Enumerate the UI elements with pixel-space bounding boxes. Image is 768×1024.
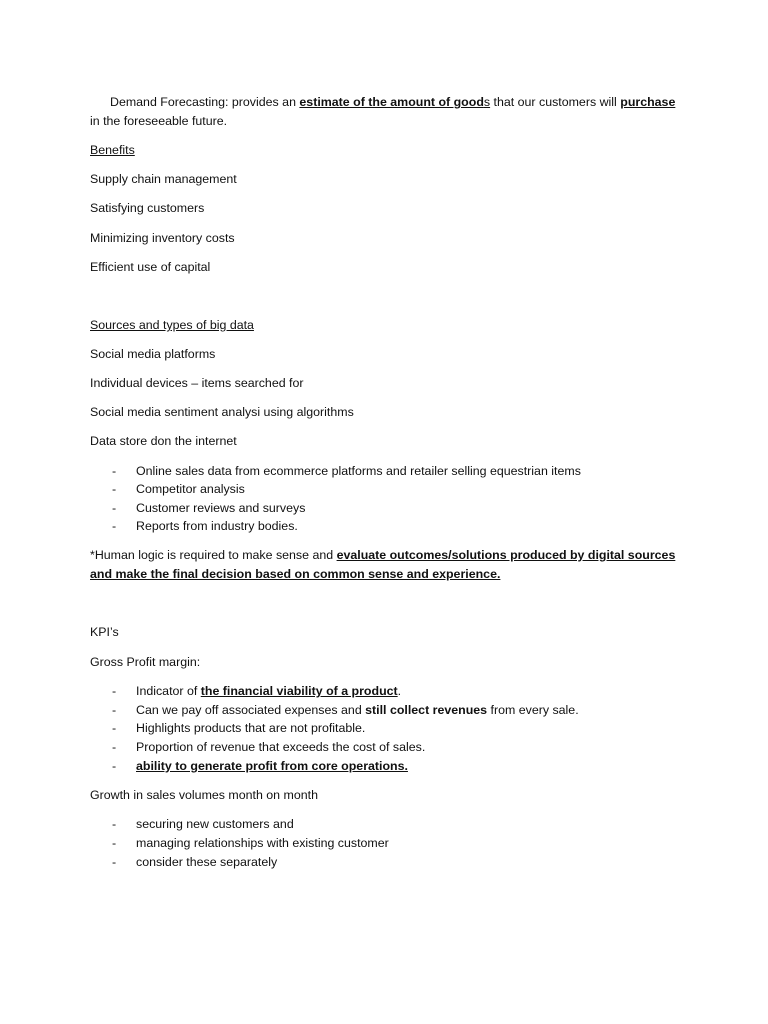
source-item: Individual devices – items searched for: [90, 376, 304, 390]
intro-line-1: [110, 93, 675, 112]
source-item: Social media platforms: [90, 347, 216, 361]
bullet-dash: -: [112, 482, 117, 496]
bullet-dash: -: [112, 721, 117, 735]
gross-profit-heading: Gross Profit margin:: [90, 655, 201, 669]
intro-line-2: in the foreseeable future.: [90, 114, 228, 128]
benefits-heading: Benefits: [90, 143, 135, 157]
note-prefix: *Human logic is required to make sense and: [90, 548, 337, 562]
gross-bullet-emphasis: still collect revenues: [365, 703, 488, 717]
gross-bullet: [136, 682, 401, 701]
gross-bullet: Proportion of revenue that exceeds the cost of sales.: [136, 740, 426, 754]
source-item: Data store don the internet: [90, 434, 237, 448]
intro-prefix: Demand Forecasting: provides an: [110, 95, 300, 109]
bullet-dash: -: [112, 836, 117, 850]
benefit-item: Minimizing inventory costs: [90, 231, 235, 245]
gross-bullet-prefix: Indicator of: [136, 684, 201, 698]
bullet-dash: -: [112, 501, 117, 515]
gross-bullet-suffix: .: [397, 684, 402, 698]
gross-bullet: Highlights products that are not profitable.: [136, 721, 366, 735]
gross-bullet: [136, 701, 579, 720]
intro-mid: that our customers will: [490, 95, 621, 109]
source-bullet: Competitor analysis: [136, 482, 245, 496]
bullet-dash: -: [112, 519, 117, 533]
benefit-item: Efficient use of capital: [90, 260, 211, 274]
bullet-dash: -: [112, 464, 117, 478]
note-line-1: [90, 546, 675, 565]
benefit-item: Supply chain management: [90, 172, 237, 186]
source-bullet: Customer reviews and surveys: [136, 501, 306, 515]
note-emphasis-2: and make the final decision based on common sense and experience.: [90, 567, 501, 581]
bullet-dash: -: [112, 703, 117, 717]
bullet-dash: -: [112, 855, 117, 869]
intro-emphasis-purchase: purchase: [620, 95, 676, 109]
gross-bullet-suffix: from every sale.: [487, 703, 579, 717]
sources-heading: Sources and types of big data: [90, 318, 254, 332]
growth-bullet: managing relationships with existing customer: [136, 836, 389, 850]
benefit-item: Satisfying customers: [90, 201, 205, 215]
growth-bullet: consider these separately: [136, 855, 278, 869]
bullet-dash: -: [112, 740, 117, 754]
note-emphasis-1: evaluate outcomes/solutions produced by digital sources: [336, 548, 676, 562]
kpis-heading: KPI’s: [90, 625, 119, 639]
source-bullet: Reports from industry bodies.: [136, 519, 298, 533]
bullet-dash: -: [112, 684, 117, 698]
intro-emphasis-tail: s: [483, 95, 491, 109]
gross-bullet-prefix: Can we pay off associated expenses and: [136, 703, 366, 717]
growth-bullet: securing new customers and: [136, 817, 294, 831]
source-item: Social media sentiment analysi using algorithms: [90, 405, 354, 419]
bullet-dash: -: [112, 817, 117, 831]
intro-emphasis-estimate: estimate of the amount of good: [299, 95, 484, 109]
bullet-dash: -: [112, 759, 117, 773]
gross-bullet: ability to generate profit from core operations.: [136, 759, 408, 773]
gross-bullet-emphasis: the financial viability of a product: [200, 684, 398, 698]
growth-heading: Growth in sales volumes month on month: [90, 788, 318, 802]
source-bullet: Online sales data from ecommerce platforms and retailer selling equestrian items: [136, 464, 581, 478]
